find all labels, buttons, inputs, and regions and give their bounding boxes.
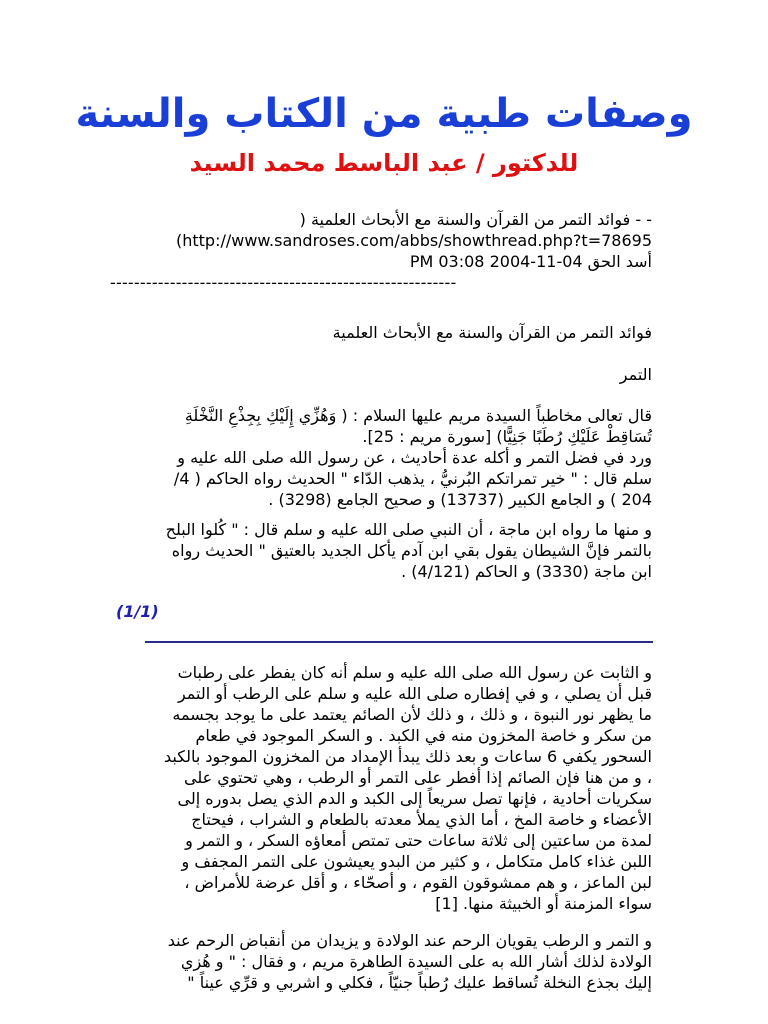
text-line: الولادة لذلك أشار الله به على السيدة الطاهرة مريم ، و فقال : " و هُزي — [180, 952, 652, 971]
text-line: سكريات أحادية ، فإنها تصل سريعاً إلى الكبد و الدم الذي يصل بدوره إلى — [177, 789, 652, 808]
divider-dashes: ---------------------------------------------------------- — [110, 273, 457, 292]
paragraph-3 — [110, 662, 652, 914]
text-line: و الثابت عن رسول الله صلى الله عليه و سلم أنه كان يفطر على رطبات — [177, 663, 652, 682]
text-line: لمدة من ساعتين إلى ثلاثة ساعات حتى تمتص أمعاؤه السكر ، و التمر و — [185, 831, 652, 850]
text-line: ما يظهر نور النبوة ، و ذلك ، و ذلك لأن الصائم يعتمد على ما يوجد بجسمه — [172, 705, 652, 724]
post-header — [110, 209, 652, 293]
header-line: - - فوائد التمر من القرآن والسنة مع الأبحاث العلمية ( — [299, 210, 652, 229]
text-line: بالتمر فإنَّ الشيطان يقول بقي ابن آدم يأكل الجديد بالعتيق " الحديث رواه — [171, 541, 652, 560]
subtitle: فوائد التمر من القرآن والسنة مع الأبحاث العلمية — [332, 323, 652, 342]
text-line: لبن الماعز ، و هم ممشوقون القوم ، و أصحّاء ، و أقل عرضة للأمراض ، — [184, 873, 652, 892]
page-divider — [145, 641, 653, 643]
text-line: و التمر و الرطب يقويان الرحم عند الولادة و يزيدان من أنقباض الرحم عند — [167, 931, 652, 950]
text-line: اللبن غذاء كامل متكامل ، و كثير من البدو يعيشون على التمر المجفف و — [181, 852, 652, 871]
paragraph-1 — [110, 405, 652, 510]
document-title: وصفات طبية من الكتاب والسنة — [75, 91, 693, 137]
text-line: قال تعالى مخاطباً السيدة مريم عليها السلام : ( وَهُزِّي إِلَيْكِ بِجِذْعِ النَّخْلَةِ — [184, 406, 652, 425]
source-link[interactable]: (http://www.sandroses.com/abbs/showthread.php?t=78695 — [176, 231, 652, 250]
page-indicator: (1/1) — [116, 602, 159, 621]
paragraph-2 — [110, 519, 652, 582]
section-heading: التمر — [619, 365, 652, 384]
text-line: ورد في فضل التمر و أكله عدة أحاديث ، عن رسول الله صلى الله عليه و — [177, 448, 652, 467]
text-line: سواء المزمنة أو الخبيثة منها. [1] — [435, 894, 652, 913]
text-line: و منها ما رواه ابن ماجة ، أن النبي صلى الله عليه و سلم قال : " كُلوا البلح — [165, 520, 652, 539]
paragraph-4 — [110, 930, 652, 993]
text-line: قبل أن يصلي ، و في إفطاره صلى الله عليه و سلم على الرطب أو التمر — [177, 684, 652, 703]
text-line: تُسَاقِطْ عَلَيْكِ رُطَبًا جَنِيًّا) [سورة مريم : 25]. — [362, 427, 652, 446]
text-line: ابن ماجة (3330) و الحاكم (4/121) . — [401, 562, 652, 581]
author-line: للدكتور / عبد الباسط محمد السيد — [189, 149, 579, 177]
text-line: إليك بجذع النخلة تُساقط عليك رُطباً جنيّاً ، فكلي و اشربي و قرِّي عيناً " — [187, 973, 652, 992]
text-line: ، و من هنا فإن الصائم إذا أفطر على التمر أو الرطب ، وهي تحتوي على — [184, 768, 652, 787]
text-line: سلم قال : " خير تمراتكم البُرنيُّ ، يذهب الدّاء " الحديث رواه الحاكم ( 4/ — [173, 469, 652, 488]
text-line: 204 ) و الجامع الكبير (13737) و صحيح الجامع (3298) . — [268, 490, 652, 509]
text-line: الأعضاء و خاصة المخ ، أما الذي يملأ معدته بالطعام و الشراب ، فيحتاج — [191, 810, 652, 829]
post-meta: أسد الحق 04-11-2004 03:08 PM — [409, 252, 652, 271]
text-line: من سكر و خاصة المخزون منه في الكبد . و السكر الموجود في طعام — [195, 726, 652, 745]
text-line: السحور يكفي 6 ساعات و بعد ذلك يبدأ الإمداد من المخزون الموجود بالكبد — [164, 747, 652, 766]
